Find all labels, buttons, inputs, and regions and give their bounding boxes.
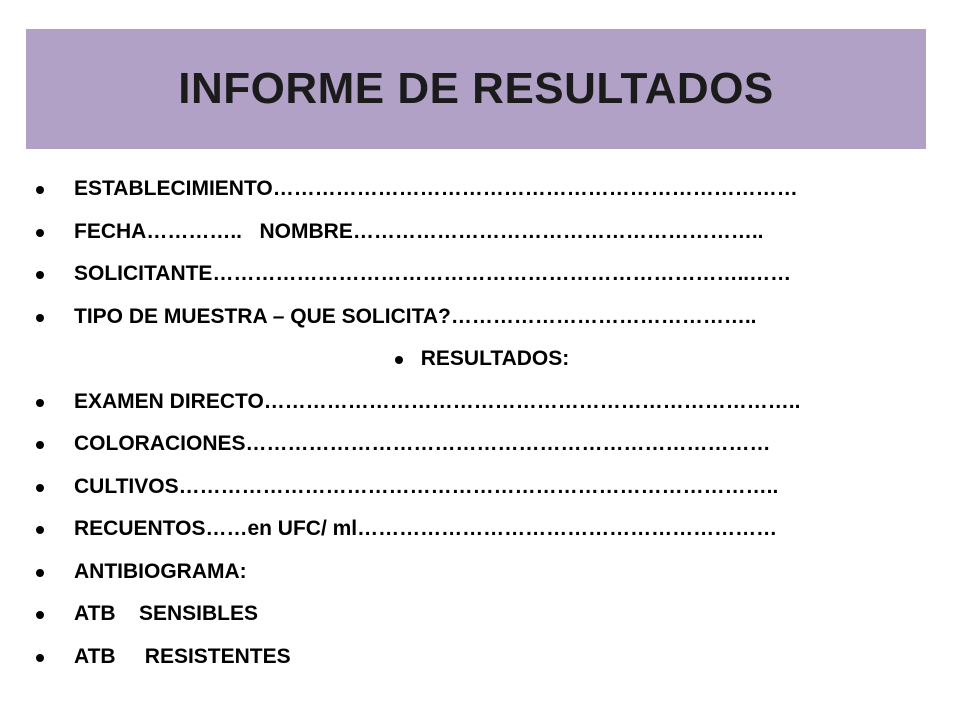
bullet-text: TIPO DE MUESTRA – QUE SOLICITA?…………………………………….. — [74, 304, 757, 328]
slide-title: INFORME DE RESULTADOS — [178, 64, 774, 113]
bullet-tipo-muestra — [0, 296, 960, 339]
bullet-atb-sensibles — [0, 593, 960, 636]
bullet-dot-icon — [36, 399, 44, 407]
bullet-text: CULTIVOS………………………………………………………………………….. — [74, 474, 779, 498]
bullet-dot-icon — [36, 569, 44, 577]
bullet-solicitante — [0, 253, 960, 296]
bullet-establecimiento — [0, 168, 960, 211]
title-band — [26, 29, 926, 149]
bullet-dot-icon — [36, 484, 44, 492]
bullet-text: ATB RESISTENTES — [74, 644, 291, 668]
bullet-text: ESTABLECIMIENTO………………………………………………………………… — [74, 177, 798, 200]
bullet-cultivos — [0, 466, 960, 509]
bullet-resultados-heading — [0, 338, 960, 381]
bullet-fecha-nombre — [0, 211, 960, 254]
bullet-text: ATB SENSIBLES — [74, 602, 258, 625]
bullet-dot-icon — [36, 441, 44, 449]
bullet-text: ANTIBIOGRAMA: — [74, 559, 247, 583]
bullet-coloraciones — [0, 423, 960, 466]
bullet-examen-directo — [0, 381, 960, 424]
bullet-recuentos — [0, 508, 960, 551]
bullet-text: COLORACIONES………………………………………………………………… — [74, 432, 771, 455]
bullet-dot-icon — [36, 611, 44, 619]
bullet-antibiograma — [0, 551, 960, 594]
bullet-dot-icon — [36, 229, 44, 237]
bullet-text: RECUENTOS……en UFC/ ml…………………………………………………… — [74, 517, 778, 540]
bullet-dot-icon — [36, 654, 44, 662]
bullet-dot-icon — [36, 314, 44, 322]
bullet-text: EXAMEN DIRECTO………………………………………………………………….. — [74, 389, 801, 413]
bullet-atb-resistentes — [0, 636, 960, 679]
bullet-dot-icon — [36, 186, 44, 194]
bullet-dot-icon — [36, 526, 44, 534]
bullet-text: FECHA………….. NOMBRE………………………………………………….. — [74, 219, 764, 243]
bullet-list — [0, 168, 960, 678]
bullet-dot-icon — [395, 356, 403, 364]
bullet-dot-icon — [36, 271, 44, 279]
bullet-text: RESULTADOS: — [420, 347, 570, 370]
bullet-text: SOLICITANTE…………………………………………………………………..…… — [74, 262, 792, 285]
